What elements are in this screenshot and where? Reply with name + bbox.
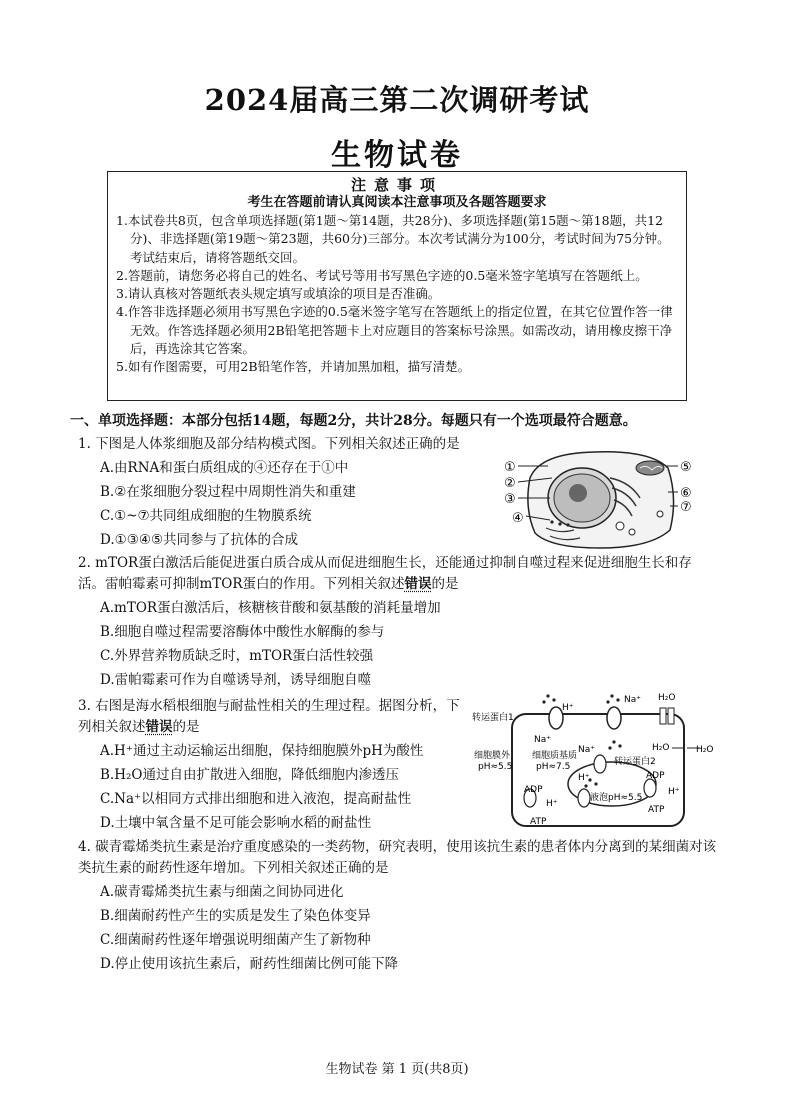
question-4-option-b: B.细菌耐药性产生的实质是发生了染色体变异 (100, 908, 371, 924)
figure1-label-5: ⑤ (680, 460, 692, 475)
question-2-option-a: A.mTOR蛋白激活后，核糖核苷酸和氨基酸的消耗量增加 (100, 600, 441, 616)
figure2-h2o-inside: H₂O (652, 743, 670, 753)
figure2-h-plus-right: H⁺ (668, 787, 680, 797)
question-3-option-d: D.土壤中氧含量不足可能会影响水稻的耐盐性 (100, 815, 372, 831)
question-3-stem-emphasis: 错误 (145, 719, 173, 735)
figure2-matrix-ph: pH≈7.5 (536, 762, 571, 772)
plasma-cell-figure (500, 448, 700, 552)
figure1-label-4: ④ (512, 511, 524, 526)
question-1-option-b: B.②在浆细胞分裂过程中周期性消失和重建 (100, 484, 356, 500)
notice-item-5: 5.如有作图需要，可用2B铅笔作答，并请加黑加粗，描写清楚。 (116, 359, 471, 375)
question-3-option-a: A.H⁺通过主动运输运出细胞，保持细胞膜外pH为酸性 (100, 743, 424, 759)
figure2-outside-ph: pH≈5.5 (478, 762, 513, 772)
exam-subject-title: 生物试卷 (331, 138, 463, 173)
notice-item-1: 1.本试卷共8页，包含单项选择题(第1题～第14题，共28分)、多项选择题(第15题～第18题，共12分)、非选择题(第19题～第23题，共60分)三部分。本次考试满分为100分，考试时间为75分钟。考试结束后，请将答题纸交回。 (116, 213, 670, 265)
figure2-transporter1-label: 转运蛋白1 (472, 713, 514, 723)
figure2-na-plus-mid: Na⁺ (578, 745, 595, 755)
page-footer: 生物试卷 第 1 页(共8页) (325, 1062, 469, 1077)
question-1-stem: 1. 下图是人体浆细胞及部分结构模式图。下列相关叙述正确的是 (78, 436, 460, 452)
figure2-na-plus-left: Na⁺ (534, 735, 551, 745)
figure2-h-plus-left: H⁺ (546, 799, 558, 809)
notice-box (107, 171, 687, 401)
question-2-option-d: D.雷帕霉素可作为自噬诱导剂，诱导细胞自噬 (100, 672, 372, 688)
figure2-h2o-outside: H₂O (696, 745, 714, 755)
question-4-option-a: A.碳青霉烯类抗生素与细菌之间协同进化 (100, 884, 344, 900)
question-2 (78, 553, 718, 691)
question-3 (78, 696, 468, 834)
figure2-atp-left: ATP (530, 817, 547, 827)
question-2-stem-end: 的是 (431, 576, 459, 592)
question-2-option-b: B.细胞自噬过程需要溶酶体中酸性水解酶的参与 (100, 624, 385, 640)
figure2-adp-right: ADP (646, 771, 665, 781)
figure2-adp-left: ADP (524, 785, 543, 795)
question-4-option-c: C.细菌耐药性逐年增强说明细菌产生了新物种 (100, 932, 371, 948)
figure2-h-plus-vacuole: H⁺ (578, 773, 590, 783)
question-1 (78, 434, 548, 551)
question-2-option-c: C.外界营养物质缺乏时，mTOR蛋白活性较强 (100, 648, 374, 664)
question-4 (78, 837, 718, 975)
figure1-label-7: ⑦ (680, 500, 692, 515)
question-1-option-c: C.①~⑦共同组成细胞的生物膜系统 (100, 508, 312, 524)
question-1-option-d: D.①③④⑤共同参与了抗体的合成 (100, 532, 299, 548)
figure2-matrix-label: 细胞质基质 (532, 751, 578, 761)
figure2-h2o-top: H₂O (658, 693, 676, 703)
question-3-option-c: C.Na⁺以相同方式排出细胞和进入液泡，提高耐盐性 (100, 791, 412, 807)
root-cell-figure (472, 688, 722, 830)
question-3-stem-text: 3. 右图是海水稻根细胞与耐盐性相关的生理过程。据图分析，下列相关叙述 (78, 698, 460, 735)
notice-item-4: 4.作答非选择题必须用书写黑色字迹的0.5毫米签字笔写在答题纸上的指定位置，在其它位置作答一律无效。作答选择题必须用2B铅笔把答题卡上对应题目的答案标号涂黑。如需改动，请用橡皮擦干净后，再选涂其它答案。 (116, 304, 673, 357)
figure2-vacuole-label: 液泡pH≈5.5 (590, 793, 643, 803)
figure2-transporter2-label: 转运蛋白2 (614, 757, 656, 767)
notice-item-3: 3.请认真核对答题纸表头规定填写或填涂的项目是否准确。 (116, 286, 441, 302)
section-heading-single-choice: 一、单项选择题：本部分包括14题，每题2分，共计28分。每题只有一个选项最符合题意。 (70, 413, 637, 429)
question-1-option-a: A.由RNA和蛋白质组成的④还存在于①中 (100, 460, 349, 476)
question-3-stem-end: 的是 (172, 719, 200, 735)
figure1-label-1: ① (504, 460, 516, 475)
question-2-stem-emphasis: 错误 (404, 576, 432, 592)
question-3-option-b: B.H₂O通过自由扩散进入细胞，降低细胞内渗透压 (100, 767, 399, 783)
question-4-option-d: D.停止使用该抗生素后，耐药性细菌比例可能下降 (100, 956, 399, 972)
question-4-stem: 4. 碳青霉烯类抗生素是治疗重度感染的一类药物，研究表明，使用该抗生素的患者体内分离到的某细菌对该类抗生素的耐药性逐年增加。下列相关叙述正确的是 (78, 839, 717, 876)
figure1-label-3: ③ (504, 492, 516, 507)
figure1-label-2: ② (504, 476, 516, 491)
notice-item-2: 2.答题前，请您务必将自己的姓名、考试号等用书写黑色字迹的0.5毫米签字笔填写在答题纸上。 (116, 267, 648, 283)
figure1-label-6: ⑥ (680, 486, 692, 501)
figure2-na-plus-top: Na⁺ (624, 695, 641, 705)
notice-title: 注意事项 (350, 176, 443, 194)
exam-title: 2024届高三第二次调研考试 (204, 83, 590, 117)
figure2-h-plus-top: H⁺ (562, 703, 574, 713)
question-2-stem-text: 2. mTOR蛋白激活后能促进蛋白质合成从而促进细胞生长，还能通过抑制自噬过程来促进细胞生长和存活。雷帕霉素可抑制mTOR蛋白的作用。下列相关叙述 (78, 555, 692, 592)
notice-subtitle: 考生在答题前请认真阅读本注意事项及各题答题要求 (247, 195, 547, 210)
question-2-stem (78, 553, 718, 595)
figure2-atp-right: ATP (648, 805, 665, 815)
question-3-stem (78, 696, 468, 738)
figure2-outside-label: 细胞膜外 (474, 751, 511, 761)
